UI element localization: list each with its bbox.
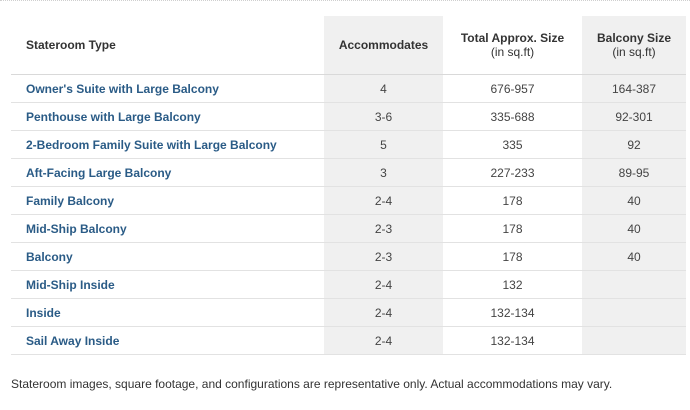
accommodates-cell: 2-4: [324, 299, 443, 327]
table-row: [11, 299, 686, 327]
balcony-size-cell: 92-301: [582, 103, 686, 131]
balcony-size-cell: 40: [582, 215, 686, 243]
balcony-size-cell: 89-95: [582, 159, 686, 187]
stateroom-type-link[interactable]: 2-Bedroom Family Suite with Large Balcony: [11, 131, 324, 159]
accommodates-cell: 3: [324, 159, 443, 187]
total-size-cell: 335-688: [443, 103, 582, 131]
stateroom-type-link[interactable]: Mid-Ship Balcony: [11, 215, 324, 243]
table-header-row: [11, 16, 686, 75]
total-size-cell: 227-233: [443, 159, 582, 187]
header-balcony-size-title: Balcony Size: [596, 31, 672, 45]
table-row: [11, 131, 686, 159]
total-size-cell: 132: [443, 271, 582, 299]
stateroom-table: [11, 16, 686, 355]
table-row: [11, 243, 686, 271]
table-row: [11, 215, 686, 243]
total-size-cell: 178: [443, 243, 582, 271]
stateroom-type-link[interactable]: Balcony: [11, 243, 324, 271]
table-row: [11, 159, 686, 187]
stateroom-type-link[interactable]: Inside: [11, 299, 324, 327]
header-total-size: [443, 16, 582, 75]
balcony-size-cell: [582, 327, 686, 355]
accommodates-cell: 2-4: [324, 271, 443, 299]
total-size-cell: 178: [443, 215, 582, 243]
accommodates-cell: 2-4: [324, 187, 443, 215]
accommodates-cell: 2-4: [324, 327, 443, 355]
table-row: [11, 271, 686, 299]
stateroom-type-link[interactable]: Sail Away Inside: [11, 327, 324, 355]
header-balcony-size-unit: (in sq.ft): [612, 45, 656, 59]
header-balcony-size: [582, 16, 686, 75]
accommodates-cell: 2-3: [324, 243, 443, 271]
header-stateroom-type: Stateroom Type: [11, 16, 324, 75]
balcony-size-cell: 164-387: [582, 75, 686, 103]
balcony-size-cell: 92: [582, 131, 686, 159]
header-total-size-title: Total Approx. Size: [460, 31, 565, 45]
total-size-cell: 178: [443, 187, 582, 215]
stateroom-type-link[interactable]: Family Balcony: [11, 187, 324, 215]
total-size-cell: 676-957: [443, 75, 582, 103]
stateroom-type-link[interactable]: Penthouse with Large Balcony: [11, 103, 324, 131]
stateroom-type-link[interactable]: Owner's Suite with Large Balcony: [11, 75, 324, 103]
accommodates-cell: 3-6: [324, 103, 443, 131]
stateroom-type-link[interactable]: Aft-Facing Large Balcony: [11, 159, 324, 187]
table-row: [11, 75, 686, 103]
balcony-size-cell: [582, 271, 686, 299]
footnote: Stateroom images, square footage, and configurations are representative only. Actual accommodations may vary.: [11, 377, 613, 391]
table-body: [11, 75, 686, 355]
balcony-size-cell: 40: [582, 243, 686, 271]
table-row: [11, 327, 686, 355]
total-size-cell: 132-134: [443, 299, 582, 327]
accommodates-cell: 2-3: [324, 215, 443, 243]
stateroom-type-link[interactable]: Mid-Ship Inside: [11, 271, 324, 299]
header-accommodates: Accommodates: [324, 16, 443, 75]
total-size-cell: 132-134: [443, 327, 582, 355]
top-divider: [0, 0, 690, 1]
table-row: [11, 103, 686, 131]
balcony-size-cell: [582, 299, 686, 327]
table-row: [11, 187, 686, 215]
accommodates-cell: 5: [324, 131, 443, 159]
total-size-cell: 335: [443, 131, 582, 159]
balcony-size-cell: 40: [582, 187, 686, 215]
accommodates-cell: 4: [324, 75, 443, 103]
header-total-size-unit: (in sq.ft): [490, 45, 535, 59]
